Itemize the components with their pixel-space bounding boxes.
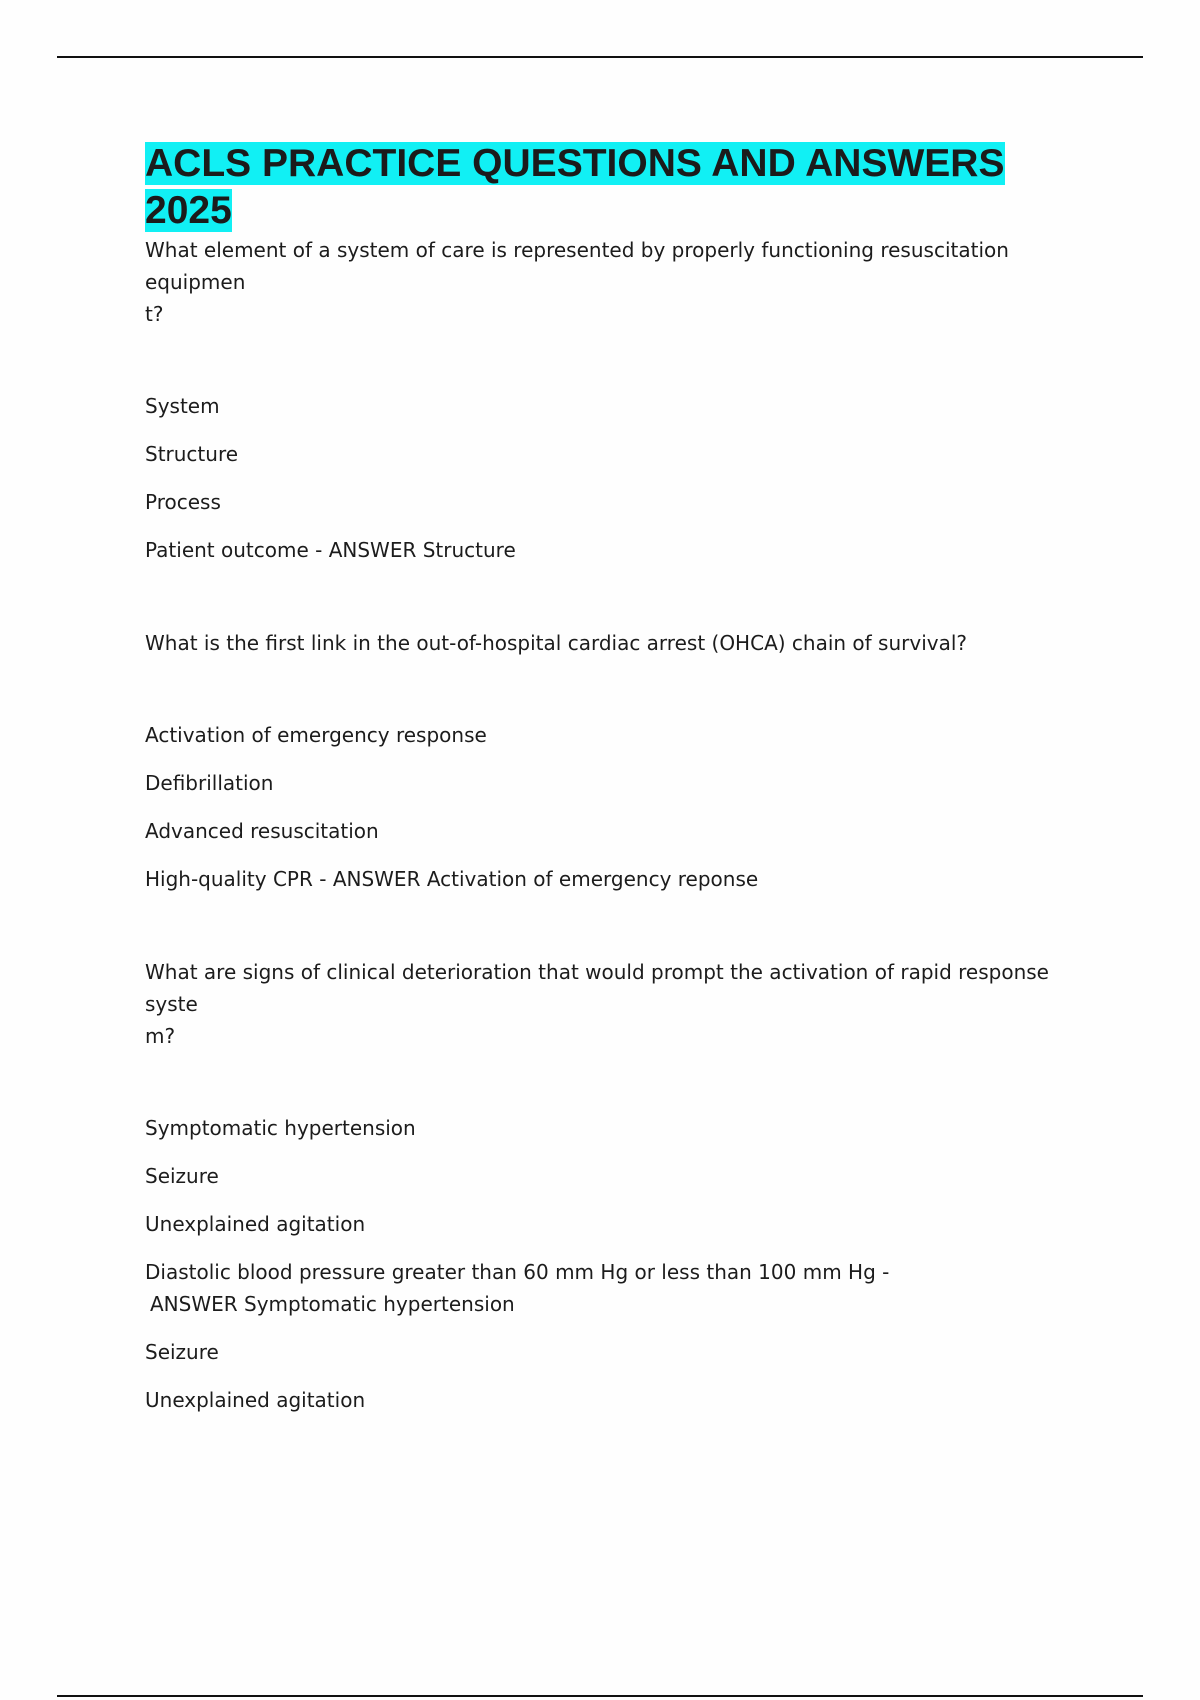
answer-continuation: Seizure [145,1340,219,1364]
question-line-2: t? [145,302,164,326]
document-body [145,140,1095,1416]
title-line-2: 2025 [145,189,232,232]
answer-option: Advanced resuscitation [145,819,379,843]
answer-option: Activation of emergency response [145,723,487,747]
question-block-2 [145,627,1095,895]
bottom-rule [57,1695,1143,1697]
question-line-1: What are signs of clinical deterioration that would prompt the activation of rapid response syste [145,960,1049,1016]
answer-option-with-answer: High-quality CPR - ANSWER Activation of emergency reponse [145,867,759,891]
option-line-1: Diastolic blood pressure greater than 60 mm Hg or less than 100 mm Hg - [145,1260,890,1284]
option-line-2: ANSWER Symptomatic hypertension [150,1292,515,1316]
answer-continuation: Unexplained agitation [145,1388,366,1412]
document-title [145,140,1095,234]
top-rule [57,56,1143,58]
question-block-1 [145,234,1095,566]
answer-option: Symptomatic hypertension [145,1116,416,1140]
question-text [145,956,1095,1052]
question-block-3 [145,956,1095,1416]
answer-option: Unexplained agitation [145,1212,366,1236]
question-text [145,234,1095,330]
answer-option-with-answer [145,1256,1095,1320]
question-text: What is the first link in the out-of-hospital cardiac arrest (OHCA) chain of survival? [145,631,968,655]
title-line-1: ACLS PRACTICE QUESTIONS AND ANSWERS [145,142,1005,185]
question-line-2: m? [145,1024,176,1048]
answer-option-with-answer: Patient outcome - ANSWER Structure [145,538,516,562]
answer-option: System [145,394,220,418]
answer-option: Structure [145,442,239,466]
answer-option: Defibrillation [145,771,274,795]
question-line-1: What element of a system of care is represented by properly functioning resuscitation equipmen [145,238,1009,294]
answer-option: Process [145,490,221,514]
answer-option: Seizure [145,1164,219,1188]
